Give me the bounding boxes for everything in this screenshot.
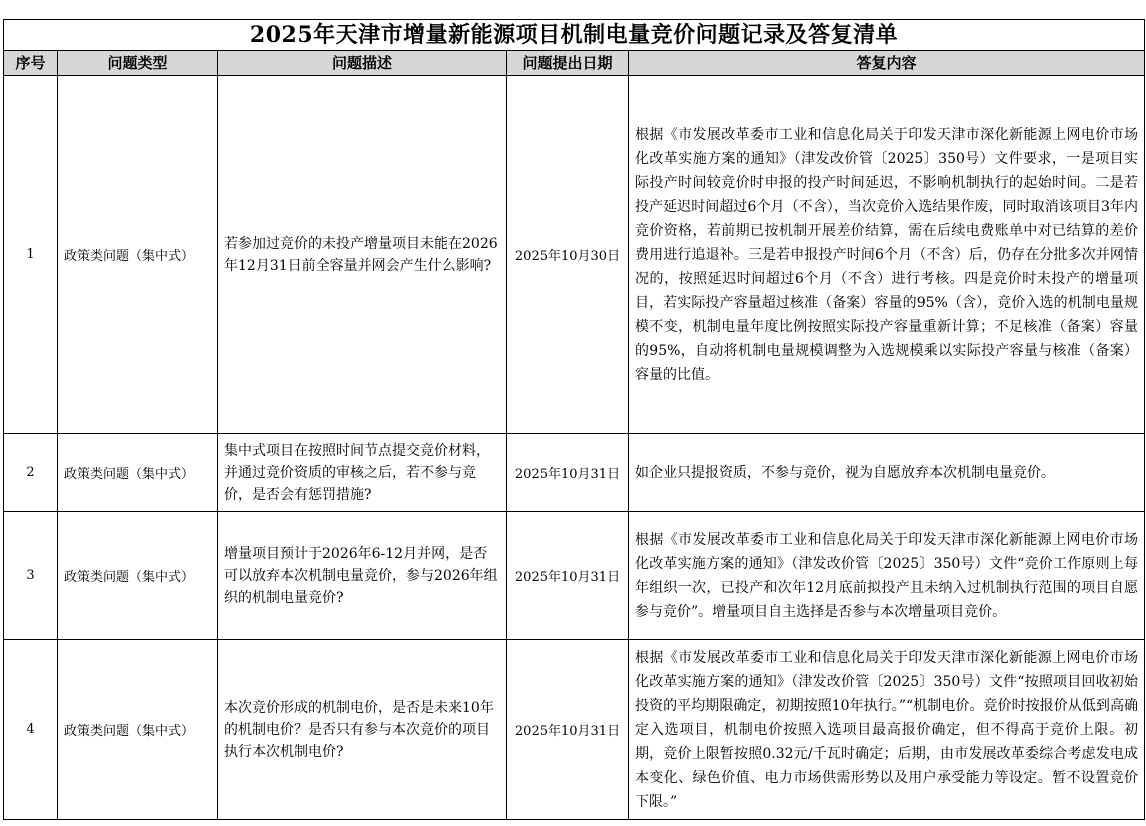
row-type: 政策类问题（集中式） <box>58 512 218 640</box>
row-date: 2025年10月31日 <box>507 434 629 512</box>
row-no: 2 <box>4 434 58 512</box>
table-row <box>4 434 1145 512</box>
row-no: 4 <box>4 640 58 820</box>
row-type: 政策类问题（集中式） <box>58 76 218 434</box>
header-desc: 问题描述 <box>218 51 507 76</box>
table-row <box>4 512 1145 640</box>
row-answer: 根据《市发展改革委市工业和信息化局关于印发天津市深化新能源上网电价市场化改革实施方案的通知》（津发改价管〔2025〕350号）文件“按照项目回收初始投资的平均期限确定，初期按照10年执行。”“机制电价。竞价时按报价从低到高确定入选项目，机制电价按照入选项目最高报价确定，但不得高于竞价上限。初期，竞价上限暂按照0.32元/千瓦时确定；后期，由市发展改革委综合考虑发电成本变化、绿色价值、电力市场供需形势以及用户承受能力等设定。暂不设置竞价下限。” <box>629 640 1145 820</box>
header-date: 问题提出日期 <box>507 51 629 76</box>
qa-table <box>3 19 1145 820</box>
row-type: 政策类问题（集中式） <box>58 640 218 820</box>
header-answer: 答复内容 <box>629 51 1145 76</box>
row-desc: 本次竞价形成的机制电价，是否是未来10年的机制电价？是否只有参与本次竞价的项目执行本次机制电价? <box>218 640 507 820</box>
row-date: 2025年10月31日 <box>507 512 629 640</box>
table-row <box>4 640 1145 820</box>
row-date: 2025年10月30日 <box>507 76 629 434</box>
row-desc: 若参加过竞价的未投产增量项目未能在2026年12月31日前全容量并网会产生什么影响? <box>218 76 507 434</box>
row-desc: 增量项目预计于2026年6-12月并网，是否可以放弃本次机制电量竞价，参与2026年组织的机制电量竞价? <box>218 512 507 640</box>
spreadsheet <box>3 19 1144 820</box>
row-answer: 根据《市发展改革委市工业和信息化局关于印发天津市深化新能源上网电价市场化改革实施方案的通知》（津发改价管〔2025〕350号）文件“竞价工作原则上每年组织一次，已投产和次年12月底前拟投产且未纳入过机制执行范围的项目自愿参与竞价”。增量项目自主选择是否参与本次增量项目竞价。 <box>629 512 1145 640</box>
row-no: 3 <box>4 512 58 640</box>
row-date: 2025年10月31日 <box>507 640 629 820</box>
table-row <box>4 76 1145 434</box>
row-type: 政策类问题（集中式） <box>58 434 218 512</box>
row-desc: 集中式项目在按照时间节点提交竞价材料，并通过竞价资质的审核之后，若不参与竞价，是否会有惩罚措施? <box>218 434 507 512</box>
header-no: 序号 <box>4 51 58 76</box>
row-answer: 根据《市发展改革委市工业和信息化局关于印发天津市深化新能源上网电价市场化改革实施方案的通知》（津发改价管〔2025〕350号）文件要求，一是项目实际投产时间较竞价时申报的投产时间延迟，不影响机制执行的起始时间。二是若投产延迟时间超过6个月（不含），当次竞价入选结果作废，同时取消该项目3年内竞价资格，若前期已按机制开展差价结算，需在后续电费账单中对已结算的差价费用进行追退补。三是若申报投产时间6个月（不含）后，仍存在分批多次并网情况的，按照延迟时间超过6个月（不含）进行考核。四是竞价时未投产的增量项目，若实际投产容量超过核准（备案）容量的95%（含），竞价入选的机制电量规模不变，机制电量年度比例按照实际投产容量重新计算；不足核准（备案）容量的95%，自动将机制电量规模调整为入选规模乘以实际投产容量与核准（备案）容量的比值。 <box>629 76 1145 434</box>
table-title: 2025年天津市增量新能源项目机制电量竞价问题记录及答复清单 <box>4 20 1145 51</box>
header-type: 问题类型 <box>58 51 218 76</box>
row-answer: 如企业只提报资质，不参与竞价，视为自愿放弃本次机制电量竞价。 <box>629 434 1145 512</box>
row-no: 1 <box>4 76 58 434</box>
header-row <box>4 51 1145 76</box>
